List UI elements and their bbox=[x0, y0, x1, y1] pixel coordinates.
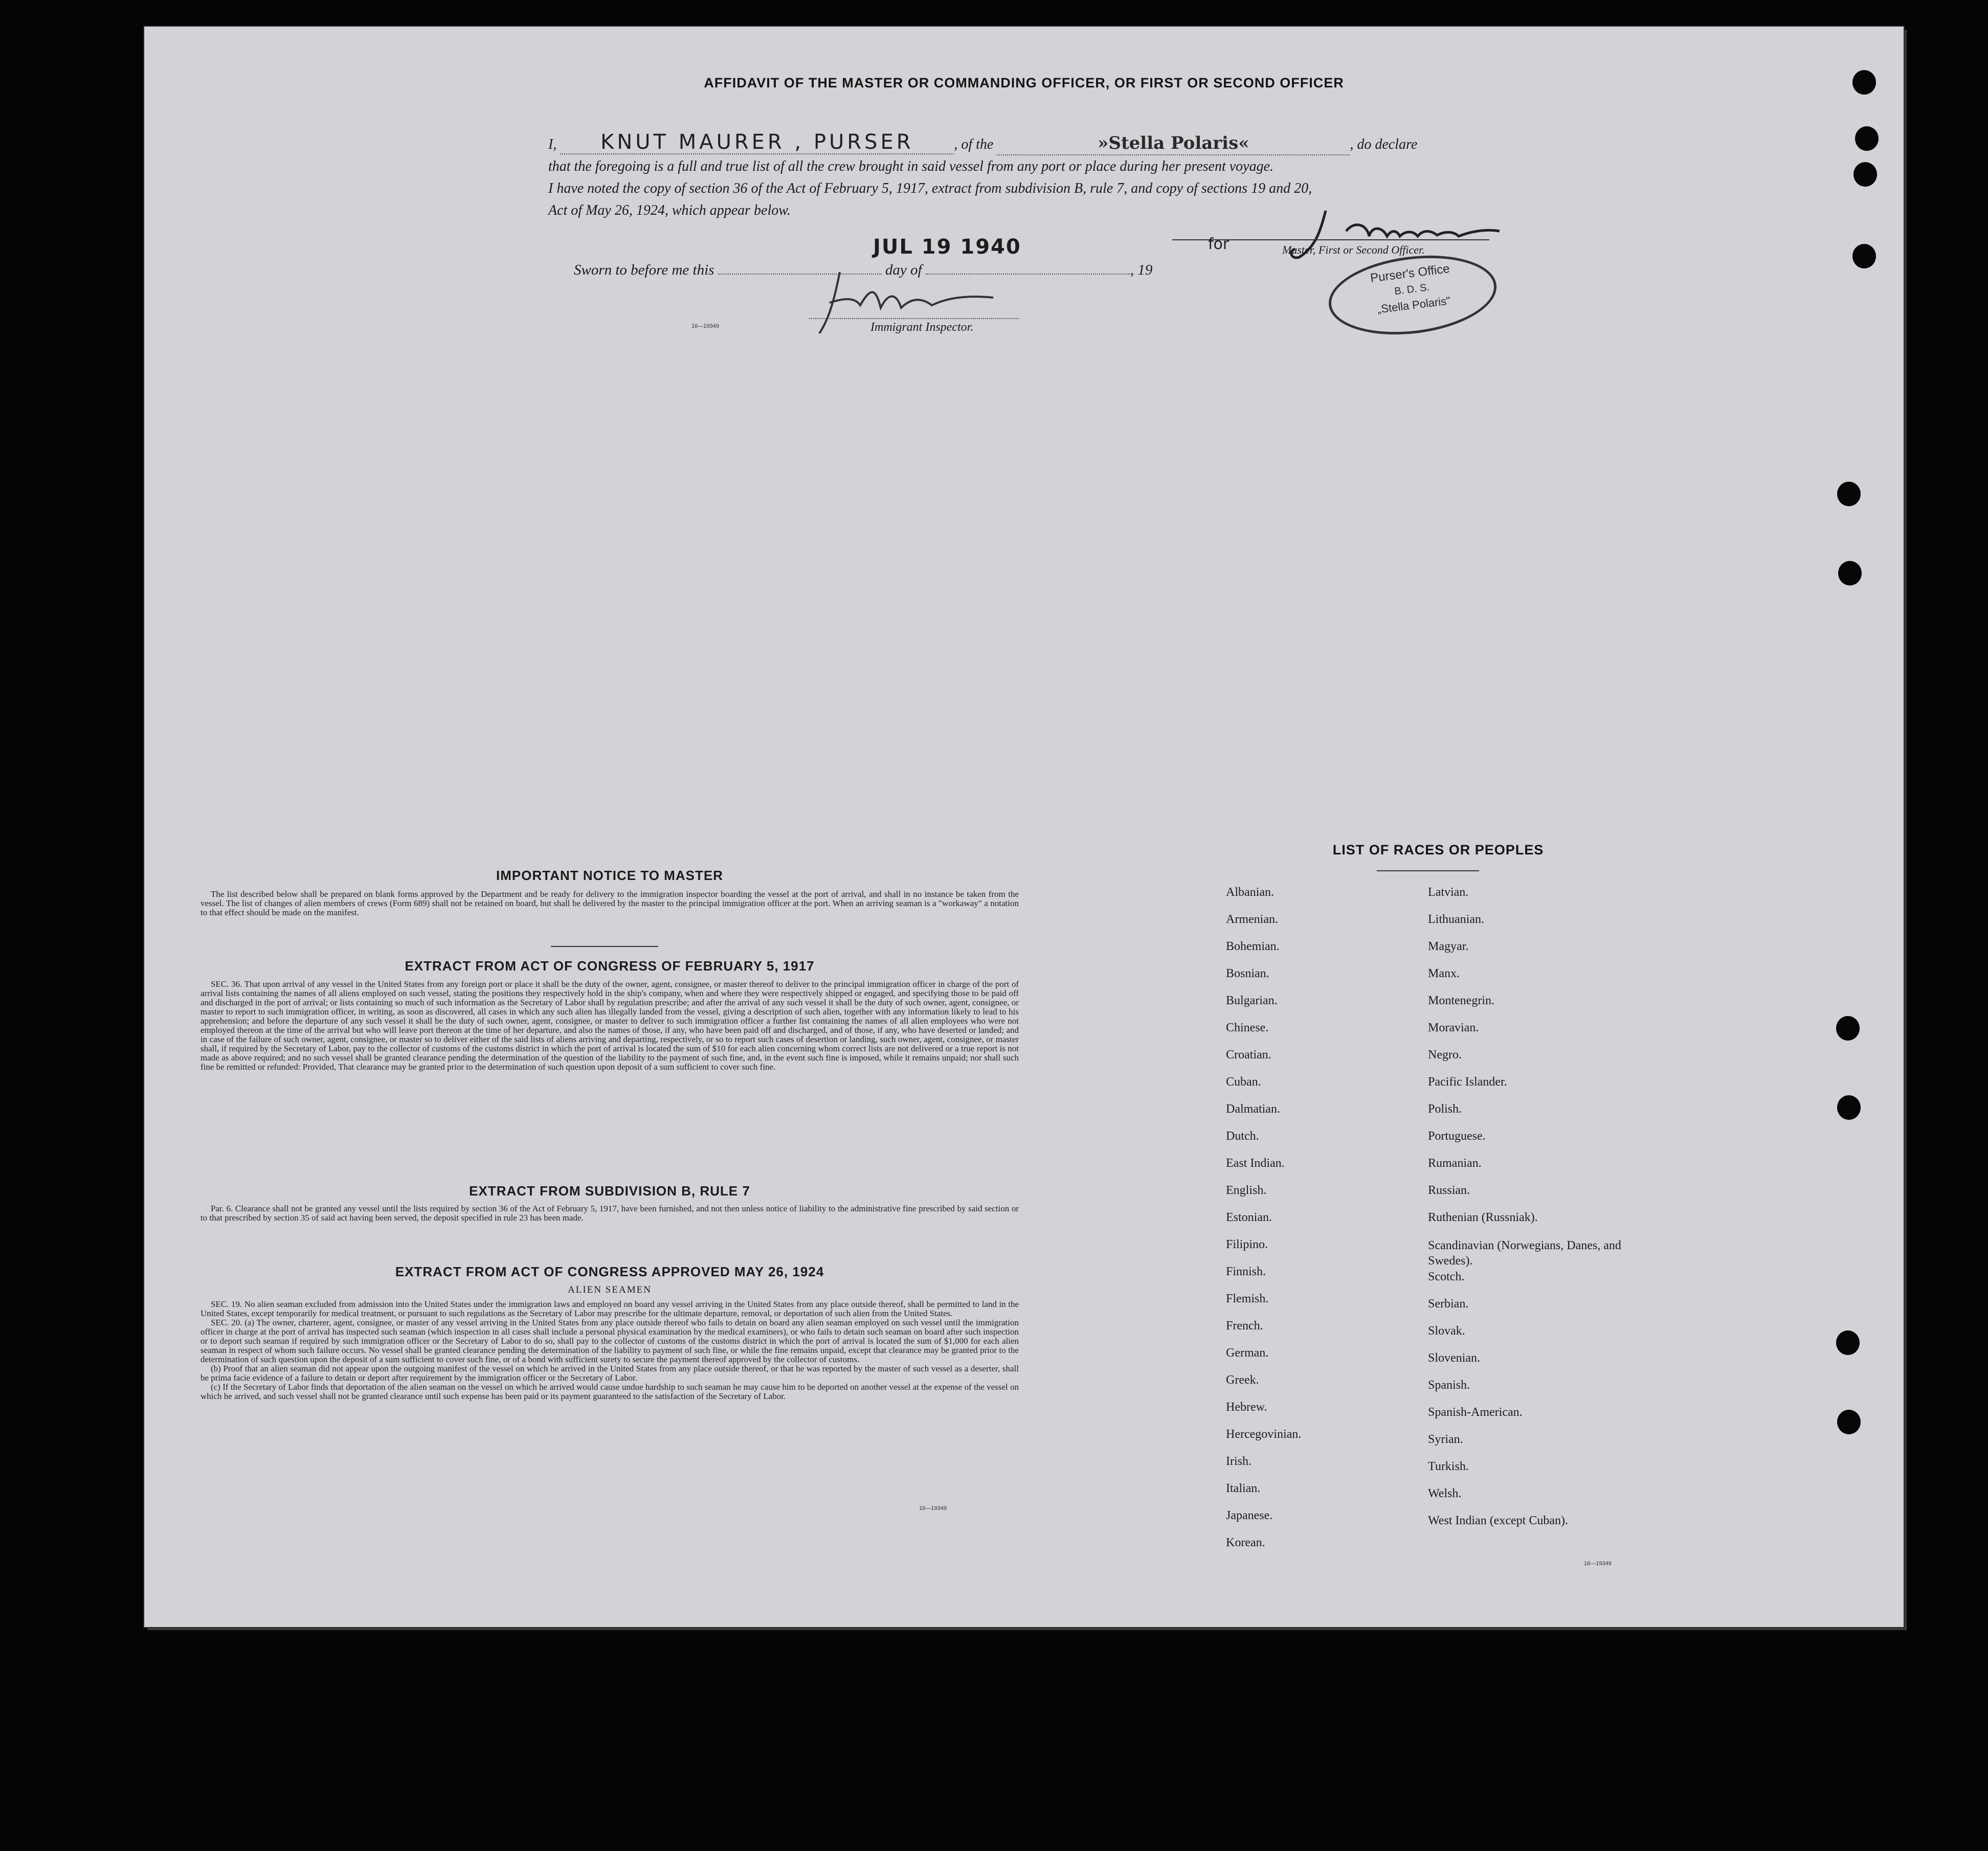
extract-rule7-title: EXTRACT FROM SUBDIVISION B, RULE 7 bbox=[469, 1183, 750, 1199]
stamp-bottom-text: „Stella Polaris" bbox=[1376, 294, 1451, 316]
races-title: LIST OF RACES OR PEOPLES bbox=[1332, 842, 1544, 857]
extract-rule7-paragraph: Par. 6. Clearance shall not be granted any vessel until the lists required by section 36 of the Act of February 5, 1917, have been furnished, and not then unless notice of liability to the administrative fine prescribed by said section or to that prescribed by section 35 of said act having been served, the deposit specified in rule 23 has been made. bbox=[200, 1204, 1019, 1223]
binder-hole bbox=[1837, 1410, 1861, 1434]
race-item: Croatian. bbox=[1226, 1048, 1271, 1062]
race-item: Armenian. bbox=[1226, 913, 1278, 926]
binder-hole bbox=[1837, 482, 1861, 506]
race-item: Slovenian. bbox=[1428, 1351, 1480, 1365]
race-item: Italian. bbox=[1226, 1482, 1261, 1495]
extract-rule7-body bbox=[200, 1204, 1019, 1223]
declaration-line-2: that the foregoing is a full and true list of all the crew brought in said vessel from any port or place during her present voyage. bbox=[548, 159, 1274, 174]
races-left-column bbox=[1226, 886, 1431, 1601]
race-item: Bulgarian. bbox=[1226, 994, 1278, 1007]
binder-hole bbox=[1855, 126, 1879, 151]
extract-1917-title: EXTRACT FROM ACT OF CONGRESS OF FEBRUARY 5, 1917 bbox=[405, 958, 815, 974]
inspector-signature-line bbox=[809, 318, 1019, 319]
sec20c-paragraph: (c) If the Secretary of Labor finds that deportation of the alien seaman on the vessel on which he arrived would cause undue hardship to such seaman he may cause him to be deported on another vessel at the expense of the vessel on which he arrived, and such vessel shall not be granted clearance until such expense has been paid or its payment guaranteed to the satisfaction of the Secretary of Labor. bbox=[200, 1382, 1019, 1401]
race-item: Hercegovinian. bbox=[1226, 1428, 1302, 1441]
race-item: Chinese. bbox=[1226, 1021, 1269, 1034]
binder-hole bbox=[1852, 244, 1876, 268]
race-item: Bosnian. bbox=[1226, 967, 1269, 980]
race-item: Korean. bbox=[1226, 1536, 1265, 1549]
notice-title: IMPORTANT NOTICE TO MASTER bbox=[496, 868, 723, 883]
race-item: German. bbox=[1226, 1346, 1269, 1360]
extract-1917-body bbox=[200, 980, 1019, 1072]
races-form-code: 16—19349 bbox=[1584, 1561, 1612, 1567]
declaration-line-4: Act of May 26, 1924, which appear below. bbox=[548, 202, 791, 218]
vessel-name: »Stella Polaris« bbox=[997, 132, 1350, 155]
race-item: Magyar. bbox=[1428, 940, 1469, 953]
race-item: East Indian. bbox=[1226, 1157, 1285, 1170]
inspector-label: Immigrant Inspector. bbox=[870, 321, 974, 334]
race-item: Flemish. bbox=[1226, 1292, 1269, 1305]
declaration-line-1: I, KNUT MAURER , PURSER , of the »Stella Polaris« , do declare bbox=[548, 131, 1653, 155]
race-item: Greek. bbox=[1226, 1373, 1259, 1387]
race-item: Slovak. bbox=[1428, 1324, 1465, 1338]
race-item: Rumanian. bbox=[1428, 1157, 1482, 1170]
affidavit-title: AFFIDAVIT OF THE MASTER OR COMMANDING OFFICER, OR FIRST OR SECOND OFFICER bbox=[704, 75, 1344, 91]
race-item: Estonian. bbox=[1226, 1211, 1272, 1224]
form-page bbox=[144, 27, 1904, 1627]
extract-1924-subtitle: ALIEN SEAMEN bbox=[568, 1284, 652, 1295]
sec20b-paragraph: (b) Proof that an alien seaman did not appear upon the outgoing manifest of the vessel on which he arrived in the United States from any place outside thereof, or that he was reported by the master of such vessel as a deserter, shall be prima facie evidence of a failure to detain or deport after requirement by the immigration officer or the Secretary of Labor. bbox=[200, 1364, 1019, 1383]
sworn-line: Sworn to before me this day of , 19 bbox=[574, 262, 1153, 278]
notice-paragraph: The list described below shall be prepared on blank forms approved by the Department and be ready for delivery to the immigration inspector boarding the vessel at the port of arrival, and shall in no instance be taken from the vessel. The list of changes of alien members of crews (Form 689) shall not be retained on board, but shall be delivered by the master to the principal immigration officer at the port. When an arriving seaman is a "workaway" a notation to that effect should be made on the manifest. bbox=[200, 889, 1019, 917]
race-item: Welsh. bbox=[1428, 1487, 1462, 1500]
master-prefix: for bbox=[1208, 235, 1230, 253]
race-item: Filipino. bbox=[1226, 1238, 1268, 1251]
declaration-line-3: I have noted the copy of section 36 of the Act of February 5, 1917, extract from subdivision B, rule 7, and copy of sections 19 and 20, bbox=[548, 180, 1312, 196]
race-item: Montenegrin. bbox=[1428, 994, 1494, 1007]
race-item: Serbian. bbox=[1428, 1297, 1469, 1311]
sec19-paragraph: SEC. 19. No alien seaman excluded from admission into the United States under the immigration laws and employed on board any vessel arriving in the United States from any place outside thereof, shall be permitted to land in the United States, except temporarily for medical treatment, or pursuant to such regulations as the Secretary of Labor may prescribe for the ultimate departure, removal, or deportation of such alien from the United States. bbox=[200, 1299, 1019, 1318]
races-right-column bbox=[1428, 886, 1735, 1601]
binder-hole bbox=[1837, 1095, 1861, 1120]
race-item: Portuguese. bbox=[1428, 1130, 1486, 1143]
race-item: Scotch. bbox=[1428, 1270, 1465, 1283]
race-item: Ruthenian (Russniak). bbox=[1428, 1211, 1538, 1224]
race-item: Dutch. bbox=[1226, 1130, 1259, 1143]
binder-hole bbox=[1836, 1016, 1860, 1041]
race-item: Irish. bbox=[1226, 1455, 1252, 1468]
race-item: English. bbox=[1226, 1184, 1267, 1197]
race-item: Turkish. bbox=[1428, 1460, 1469, 1473]
extract-1924-title: EXTRACT FROM ACT OF CONGRESS APPROVED MAY 26, 1924 bbox=[395, 1264, 824, 1279]
race-item: Syrian. bbox=[1428, 1433, 1463, 1446]
race-item: Polish. bbox=[1428, 1102, 1462, 1116]
divider bbox=[551, 946, 658, 947]
binder-hole bbox=[1853, 162, 1877, 187]
extract-1917-paragraph: SEC. 36. That upon arrival of any vessel in the United States from any foreign port or place it shall be the duty of the owner, agent, consignee, or master thereof to deliver to the principal immigration officer in charge of the port of arrival lists containing the names of all aliens employed on such vessel, stating the positions they respectively hold in the ship's company, when and where they were respectively shipped or engaged, and specifying those to be paid off and discharged in the port of arrival; or lists containing so much of such information as the Secretary of Labor shall by regulation prescribe; and after the arrival of any such vessel it shall be the duty of such owner, agent, consignee, or master to report to such immigration officer, in writing, as soon as discovered, all cases in which any such alien has illegally landed from the vessel, giving a description of such alien, together with any information likely to lead to his apprehension; and before the departure of any such vessel it shall be the duty of such owner, agent, consignee, or master to deliver to such immigration officer a further list containing the names of all alien employees who were not employed thereon at the time of the arrival but who will leave port thereon at the time of her departure, and also the names of those, if any, who have been paid off and discharged, and of those, if any, who have deserted or landed; and in case of the failure of such owner, agent, consignee, or master so to deliver either of the said lists of aliens arriving and departing, respectively, or so to report such cases of desertion or landing, such owner, agent, consignee, or master shall, if required by the Secretary of Labor, pay to the collector of customs of the customs district in which the port of arrival is located the sum of $10 for each alien concerning whom correct lists are not delivered or a true report is not made as above required; and no such vessel shall be granted clearance pending the determination of the question of the liability to the payment of such fine, and, in the event such fine is imposed, while it remains unpaid; nor shall such fine be remitted or refunded: Provided, That clearance may be granted prior to the determination of such question upon deposit of a sum sufficient to cover such fine. bbox=[200, 979, 1019, 1072]
binder-hole bbox=[1836, 1330, 1860, 1355]
races-divider bbox=[1377, 870, 1479, 871]
extract-form-code: 16—19349 bbox=[919, 1505, 947, 1511]
sec20a-paragraph: SEC. 20. (a) The owner, charterer, agent, consignee, or master of any vessel arriving in the United States from any place outside thereof who fails to detain on board any alien seaman employed on such vessel until the immigration officer in charge at the port of arrival has inspected such seaman (which inspection in all cases shall include a personal physical examination by the medical examiners), or who fails to detain such seaman on board after such inspection or to deport such seaman if required by such immigration officer or the Secretary of Labor to do so, shall pay to the collector of customs of the customs district in which the port of arrival is located the sum of $1,000 for each alien seaman in respect of whom such failure occurs. No vessel shall be granted clearance pending the determination of the liability to payment of such fine, or while the fine remains unpaid, except that clearance may be granted prior to the determination of such question upon the deposit of a sum sufficient to cover such fine, or of a bond with sufficient surety to secure the payment thereof approved by the collector of customs. bbox=[200, 1318, 1019, 1364]
race-item: West Indian (except Cuban). bbox=[1428, 1514, 1568, 1527]
race-item: Cuban. bbox=[1226, 1075, 1261, 1089]
master-label: Master, First or Second Officer. bbox=[1282, 243, 1425, 256]
race-item: Dalmatian. bbox=[1226, 1102, 1280, 1116]
race-item: French. bbox=[1226, 1319, 1263, 1333]
extract-1924-body bbox=[200, 1300, 1019, 1401]
race-item: Japanese. bbox=[1226, 1509, 1273, 1522]
binder-hole bbox=[1838, 561, 1862, 585]
race-item: Pacific Islander. bbox=[1428, 1075, 1507, 1089]
race-item: Lithuanian. bbox=[1428, 913, 1484, 926]
race-item: Finnish. bbox=[1226, 1265, 1266, 1278]
race-item: Albanian. bbox=[1226, 886, 1274, 899]
notice-body bbox=[200, 890, 1019, 917]
stamp-top-text: Purser's Office bbox=[1369, 261, 1450, 285]
declarant-name: KNUT MAURER , PURSER bbox=[560, 131, 954, 154]
date-stamp: JUL 19 1940 bbox=[873, 235, 1021, 259]
race-item: Manx. bbox=[1428, 967, 1460, 980]
race-item: Latvian. bbox=[1428, 886, 1469, 899]
stamp-middle-text: B. D. S. bbox=[1394, 281, 1431, 298]
race-item: Hebrew. bbox=[1226, 1401, 1267, 1414]
affidavit-form-code: 16—19349 bbox=[691, 323, 719, 329]
race-item: Spanish. bbox=[1428, 1379, 1470, 1392]
race-item: Moravian. bbox=[1428, 1021, 1479, 1034]
race-item: Negro. bbox=[1428, 1048, 1462, 1062]
race-item: Scandinavian (Norwegians, Danes, and Swedes). bbox=[1428, 1239, 1621, 1268]
race-item: Spanish-American. bbox=[1428, 1406, 1523, 1419]
race-item: Russian. bbox=[1428, 1184, 1470, 1197]
race-item: Bohemian. bbox=[1226, 940, 1280, 953]
